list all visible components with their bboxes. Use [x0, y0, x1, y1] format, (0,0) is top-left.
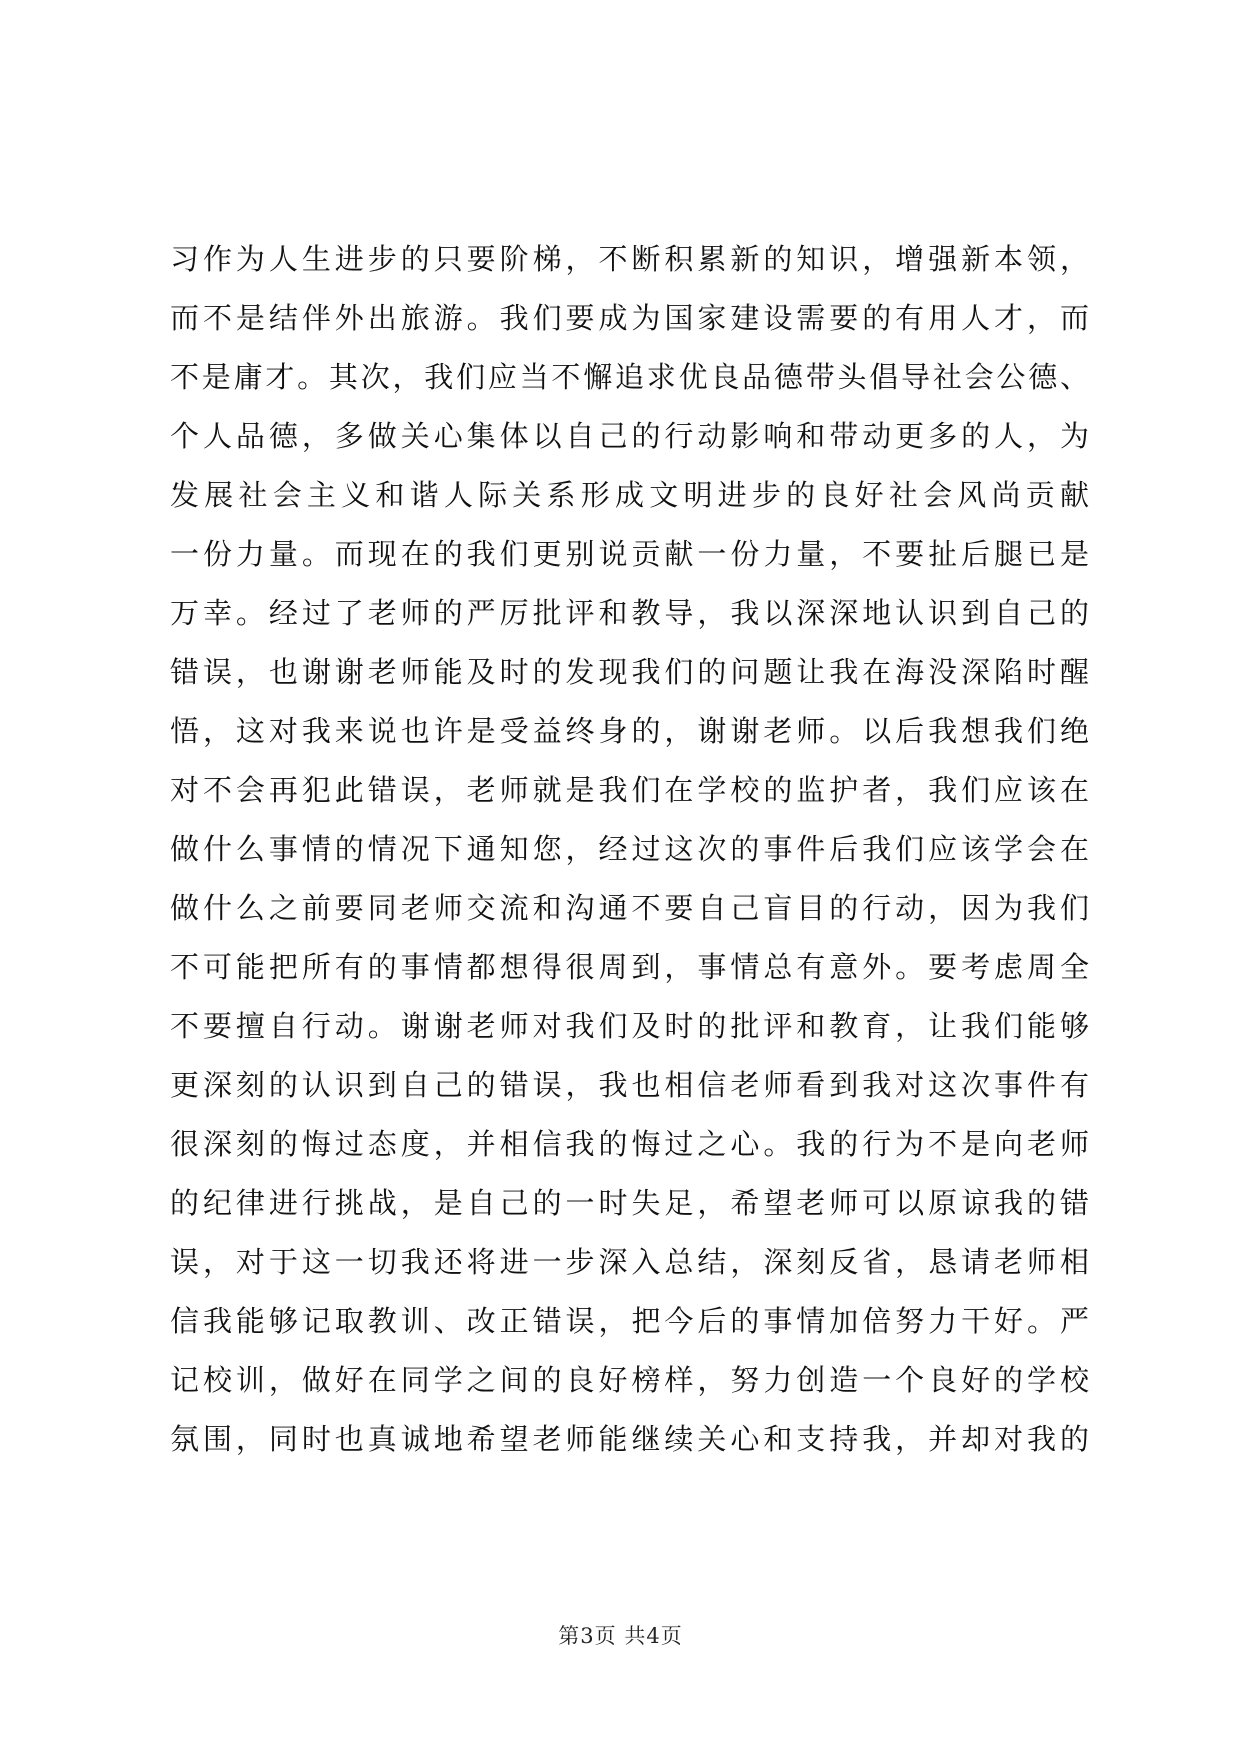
body-text	[170, 230, 1090, 1469]
text-line: 发展社会主义和谐人际关系形成文明进步的良好社会风尚贡献	[170, 478, 1090, 512]
text-line: 而不是结伴外出旅游。我们要成为国家建设需要的有用人才，而	[170, 301, 1090, 335]
text-line: 不可能把所有的事情都想得很周到，事情总有意外。要考虑周全	[170, 950, 1090, 984]
text-line: 一份力量。而现在的我们更别说贡献一份力量，不要扯后腿已是	[170, 537, 1090, 571]
text-line: 悟，这对我来说也许是受益终身的，谢谢老师。以后我想我们绝	[170, 714, 1090, 748]
text-line: 误，对于这一切我还将进一步深入总结，深刻反省，恳请老师相	[170, 1245, 1090, 1279]
text-line: 氛围，同时也真诚地希望老师能继续关心和支持我，并却对我的	[170, 1422, 1090, 1456]
text-line: 万幸。经过了老师的严厉批评和教导，我以深深地认识到自己的	[170, 596, 1090, 630]
text-line: 个人品德，多做关心集体以自己的行动影响和带动更多的人，为	[170, 419, 1090, 453]
text-line: 习作为人生进步的只要阶梯，不断积累新的知识，增强新本领，	[170, 242, 1090, 276]
page-footer: 第3页 共4页	[558, 1624, 683, 1648]
text-line: 的纪律进行挑战，是自己的一时失足，希望老师可以原谅我的错	[170, 1186, 1090, 1220]
text-line: 很深刻的悔过态度，并相信我的悔过之心。我的行为不是向老师	[170, 1127, 1090, 1161]
text-line: 不要擅自行动。谢谢老师对我们及时的批评和教育，让我们能够	[170, 1009, 1090, 1043]
text-line: 信我能够记取教训、改正错误，把今后的事情加倍努力干好。严	[170, 1304, 1090, 1338]
text-line: 做什么事情的情况下通知您，经过这次的事件后我们应该学会在	[170, 832, 1090, 866]
text-line: 记校训，做好在同学之间的良好榜样，努力创造一个良好的学校	[170, 1363, 1090, 1397]
text-line: 错误，也谢谢老师能及时的发现我们的问题让我在海没深陷时醒	[170, 655, 1090, 689]
text-line: 对不会再犯此错误，老师就是我们在学校的监护者，我们应该在	[170, 773, 1090, 807]
text-line: 做什么之前要同老师交流和沟通不要自己盲目的行动，因为我们	[170, 891, 1090, 925]
text-line: 更深刻的认识到自己的错误，我也相信老师看到我对这次事件有	[170, 1068, 1090, 1102]
text-line: 不是庸才。其次，我们应当不懈追求优良品德带头倡导社会公德、	[170, 360, 1090, 394]
